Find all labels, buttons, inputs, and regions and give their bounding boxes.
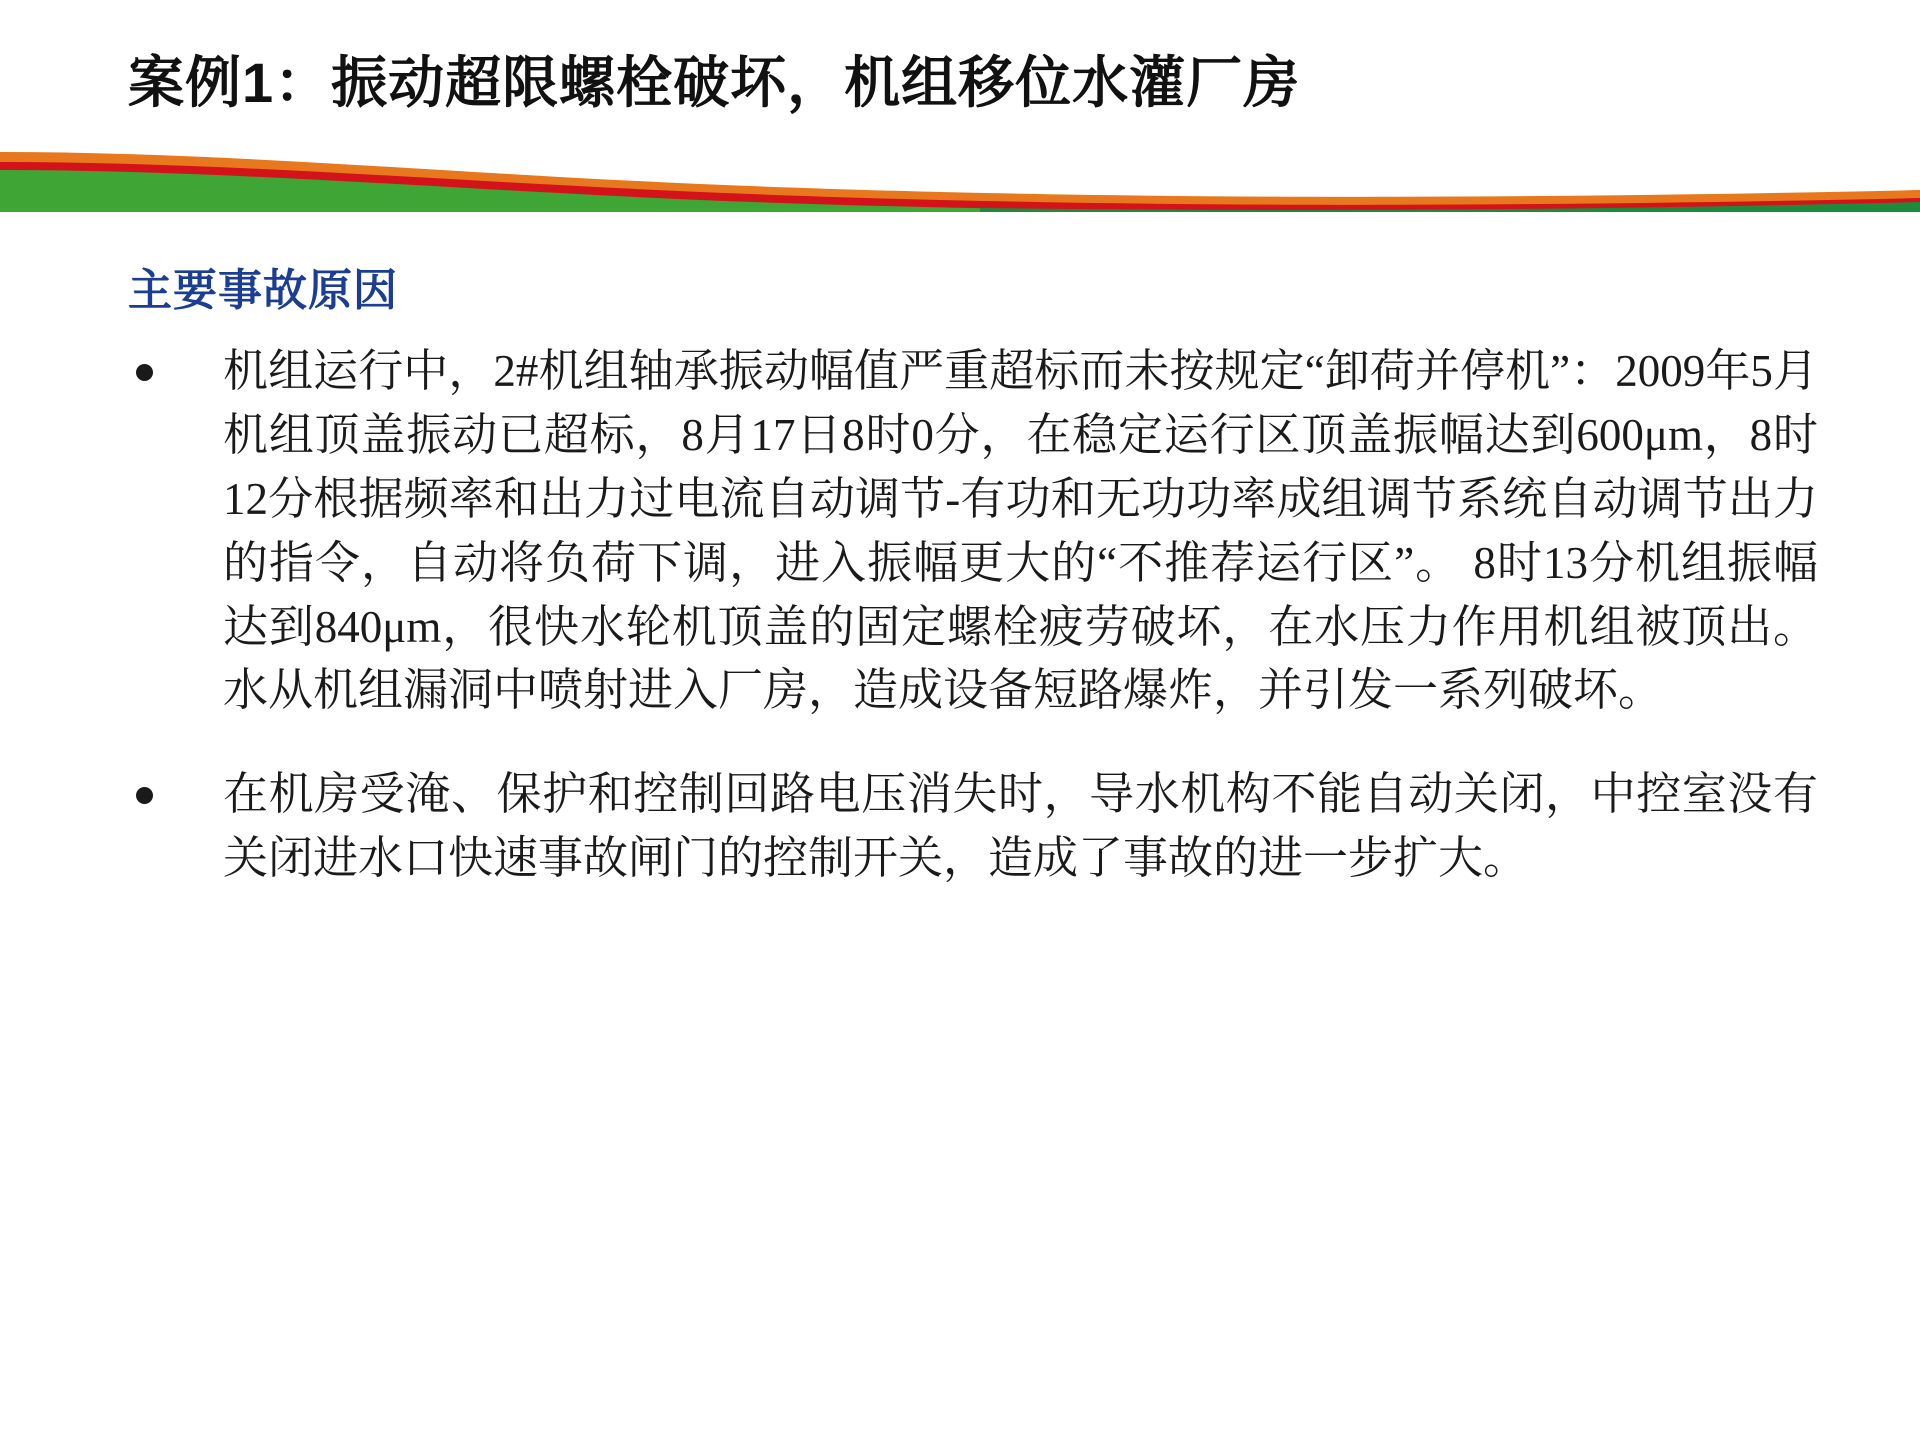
decorative-swoosh-divider — [0, 150, 1920, 212]
list-item — [118, 340, 1818, 723]
list-item-text: 机组运行中，2#机组轴承振动幅值严重超标而未按规定“卸荷并停机”：2009年5月机组顶盖振动已超标，8月17日8时0分，在稳定运行区顶盖振幅达到600μm，8时12分根据频率和出力过电流自动调节-有功和无功功率成组调节系统自动调节出力的指令，自动将负荷下调，进入振幅更大的“不推荐运行区”。 8时13分机组振幅达到840μm，很快水轮机顶盖的固定螺栓疲劳破坏，在水压力作用机组被顶出。水从机组漏洞中喷射进入厂房，造成设备短路爆炸，并引发一系列破坏。 — [223, 346, 1818, 716]
bullet-dot-icon — [136, 364, 153, 381]
title-area — [0, 0, 1920, 170]
section-heading: 主要事故原因 — [128, 266, 398, 315]
page-title: 案例1：振动超限螺栓破坏，机组移位水灌厂房 — [128, 51, 1301, 114]
bullet-list — [118, 340, 1818, 931]
list-item-text: 在机房受淹、保护和控制回路电压消失时，导水机构不能自动关闭，中控室没有关闭进水口快速事故闸门的控制开关，造成了事故的进一步扩大。 — [223, 769, 1818, 884]
list-item — [118, 763, 1818, 891]
bullet-dot-icon — [136, 787, 153, 804]
